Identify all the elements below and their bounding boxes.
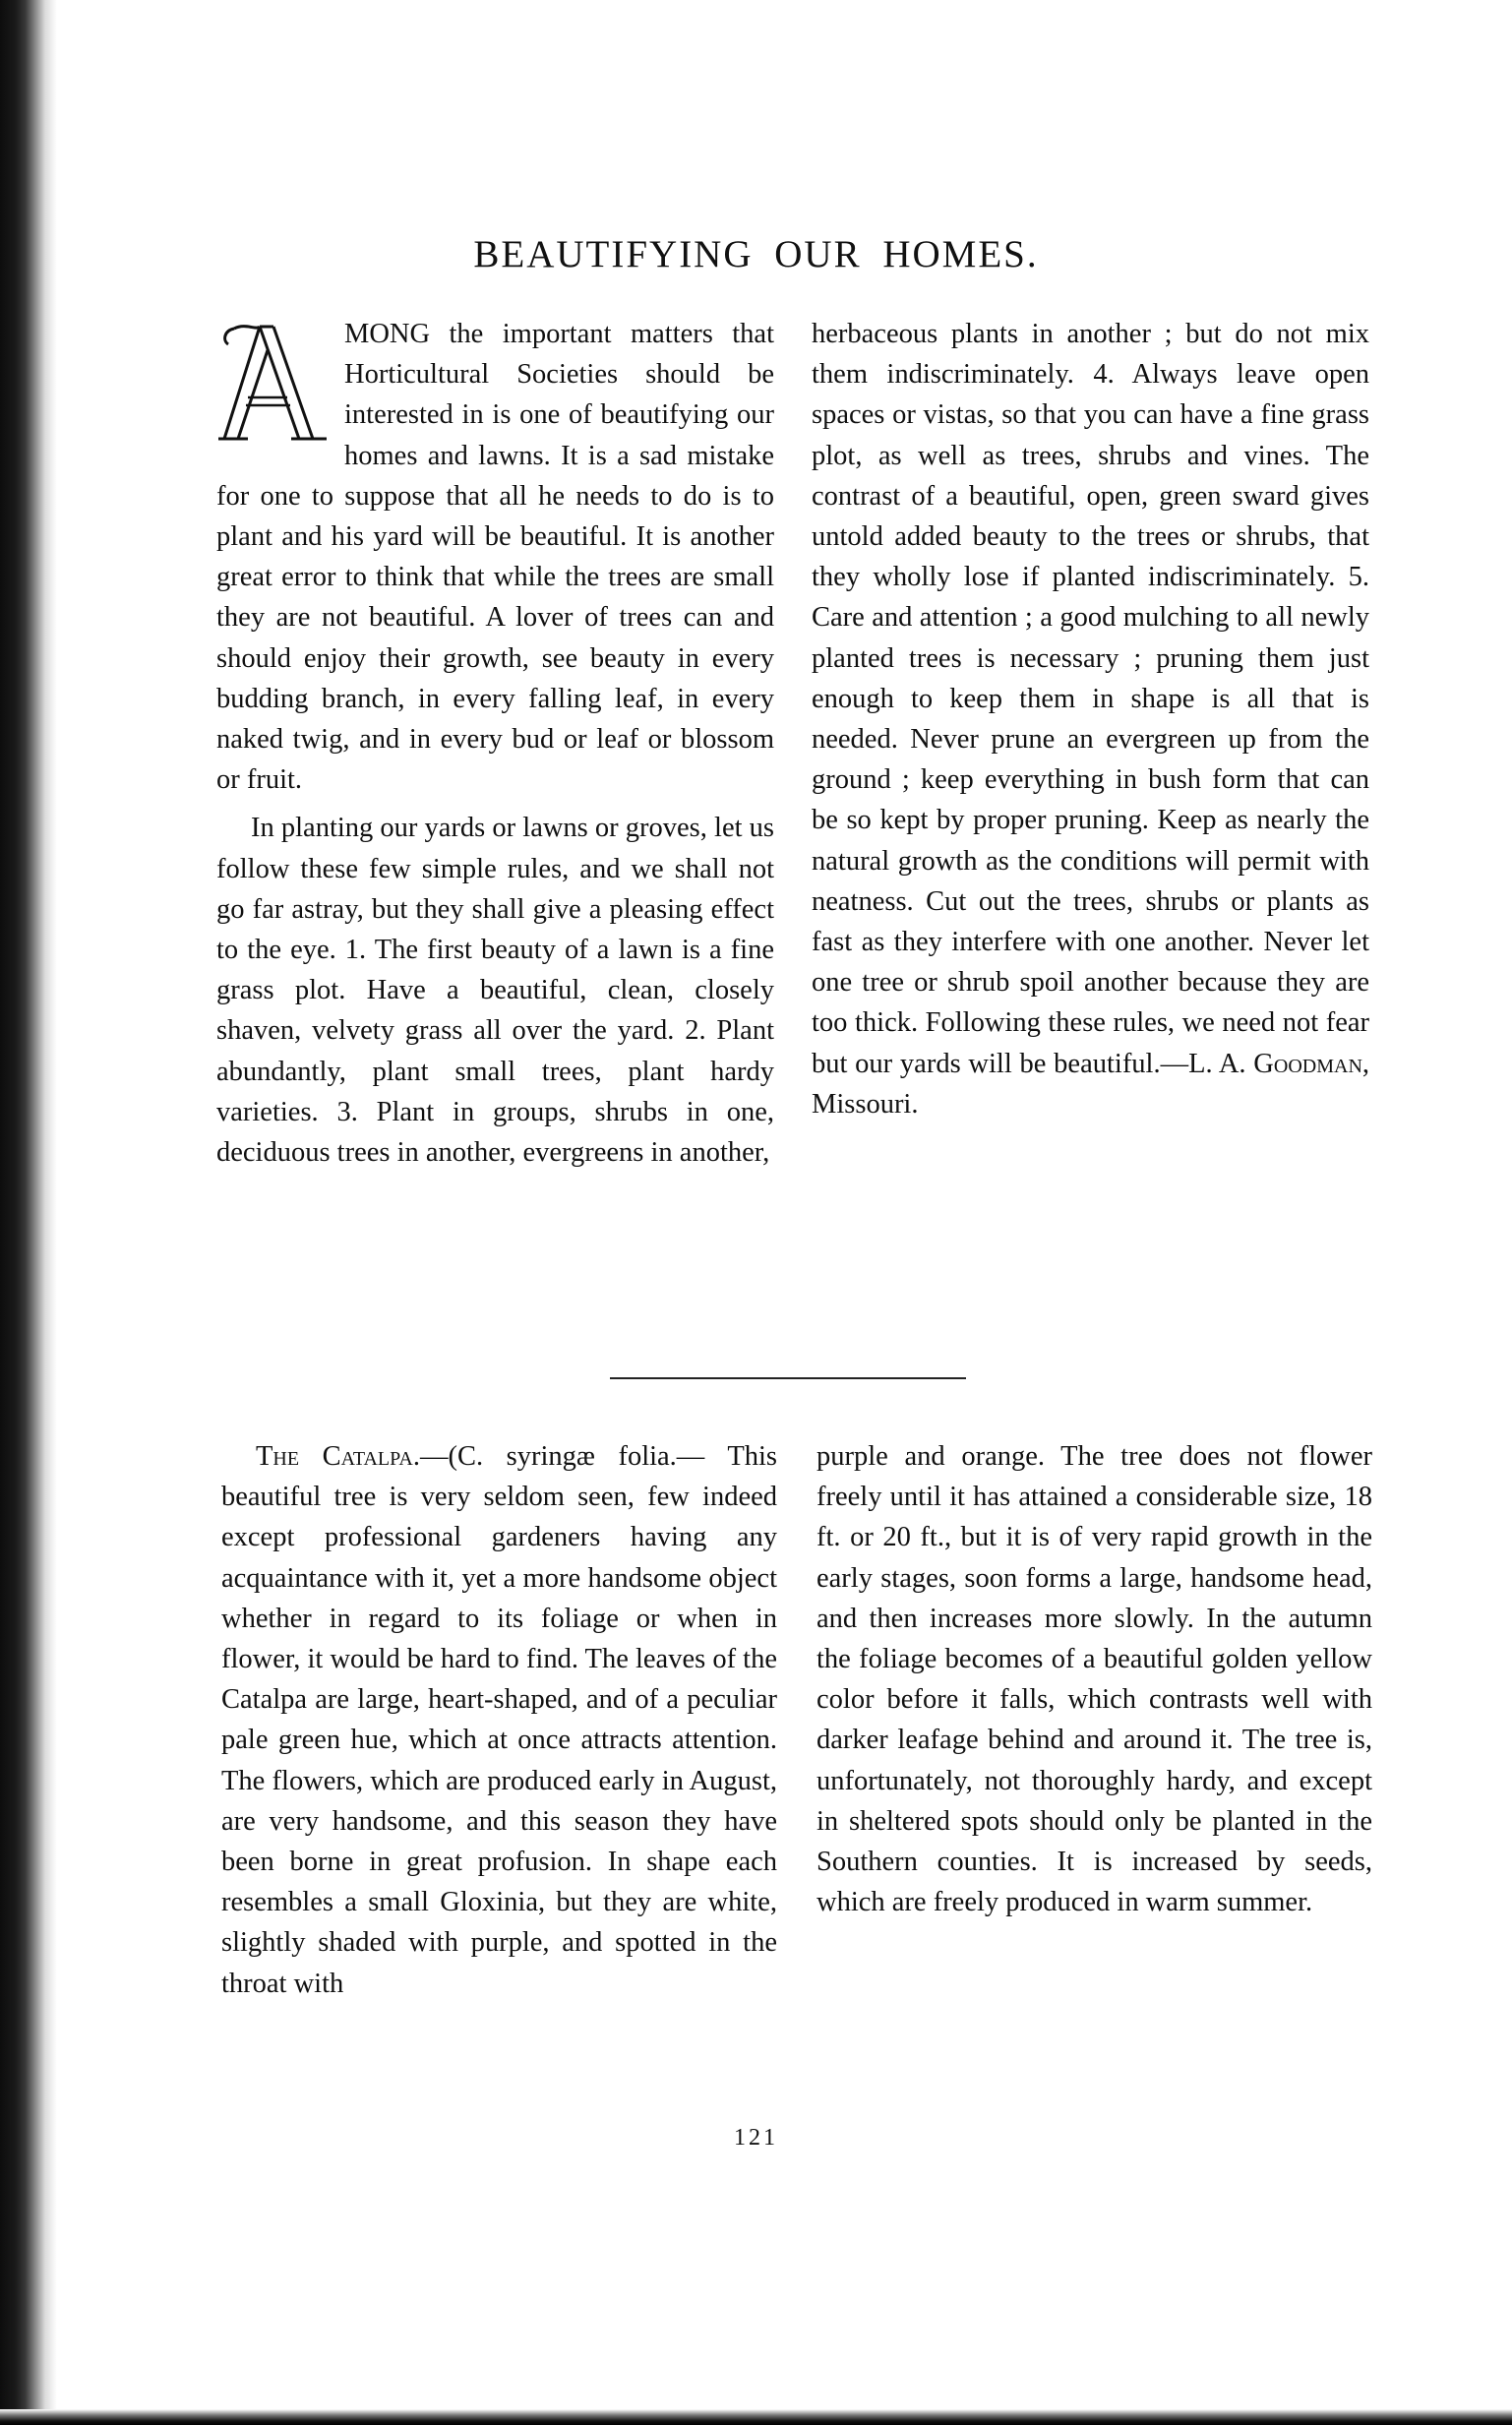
note-text-right: purple and orange. The tree does not flower freely until it has attained a considerable size, 18 ft. or 20 ft., but it is of very rapid growth in the early stages, soon forms a large, handsome head, and then increases more slowly. In the autumn the foliage becomes of a beautiful golden yellow color before it falls, which contrasts well with darker leafage behind and around it. The tree is, unfortunately, not thoroughly hardy, and except in sheltered spots should only be planted in the Southern counties. It is increased by seeds, which are freely produced in warm summer. xyxy=(816,1441,1372,1918)
page-number: 121 xyxy=(734,2125,778,2151)
signature-dash: — xyxy=(1160,1048,1189,1079)
page-bottom-edge xyxy=(0,2409,1512,2425)
article-paragraph-1 xyxy=(216,314,774,800)
binding-gutter-shadow xyxy=(0,0,59,2425)
article-text-left: MONG the important matters that Horticultural Societies should be interested in is one of beautifying our homes and lawns. It is a sad mistake for one to suppose that all he needs to do is to plant and his yard will be beautiful. It is another great error to think that while the trees are small they are not beautiful. A lover of trees can and should enjoy their growth, see beauty in every budding branch, in every falling leaf, in every naked twig, and in every bud or leaf or blossom or fruit. xyxy=(216,319,774,796)
note-column-right xyxy=(816,1436,1372,1922)
drop-cap-letter: A xyxy=(217,319,218,320)
note-column-left xyxy=(221,1436,777,2004)
author-location: , Missouri. xyxy=(812,1048,1370,1120)
author-name: L. A. Goodman xyxy=(1188,1048,1362,1079)
section-divider xyxy=(610,1377,966,1379)
article-paragraph-2: In planting our yards or lawns or groves, let us follow these few simple rules, and we shall not go far astray, but they shall give a pleasing effect to the eye. 1. The first beauty of a lawn is a fine grass plot. Have a beautiful, clean, closely shaven, velvety grass all over the yard. 2. Plant abundantly, plant small trees, plant hardy varieties. 3. Plant in groups, shrubs in one, deciduous trees in another, evergreens in another, xyxy=(216,813,774,1169)
article-paragraph-continued xyxy=(812,314,1369,1124)
article-column-right xyxy=(812,314,1369,1124)
note-heading: The Catalpa. xyxy=(256,1441,420,1472)
article-text-right: herbaceous plants in another ; but do not mix them indiscriminately. 4. Always leave open spaces or vistas, so that you can have a fine grass plot, as well as trees, shrubs and vines. The contrast of a beautiful, open, green sward gives untold added beauty to the trees or shrubs, that they wholly lose if planted indiscriminately. 5. Care and attention ; a good mulching to all newly planted trees is necessary ; pruning them just enough to keep them in shape is all that is needed. Never prune an evergreen up from the ground ; keep everything in bush form that can be so kept by proper pruning. Keep as nearly the natural growth as the conditions will permit with neatness. Cut out the trees, shrubs or plants as fast as they interfere with one another. Never let one tree or shrub spoil another because they are too thick. Following these rules, we need not fear but our yards will be beautiful. xyxy=(812,319,1369,1079)
article-title: BEAUTIFYING OUR HOMES. xyxy=(473,233,1039,275)
note-paragraph xyxy=(221,1436,777,2004)
note-text-left: —(C. syringæ folia.— This beautiful tree is very seldom seen, few indeed except professional gardeners having any acquaintance with it, yet a more handsome object whether in regard to its foliage or when in flower, it would be hard to find. The leaves of the Catalpa are large, heart-shaped, and of a peculiar pale green hue, which at once attracts attention. The flowers, which are produced early in August, are very handsome, and this season they have been borne in great profusion. In shape each resembles a small Gloxinia, but they are white, slightly shaded with purple, and spotted in the throat with xyxy=(221,1441,778,1999)
article-column-left xyxy=(216,314,774,1173)
drop-cap-ornament xyxy=(216,319,334,445)
drop-cap-a-icon xyxy=(216,319,334,445)
note-paragraph-continued xyxy=(816,1436,1372,1922)
